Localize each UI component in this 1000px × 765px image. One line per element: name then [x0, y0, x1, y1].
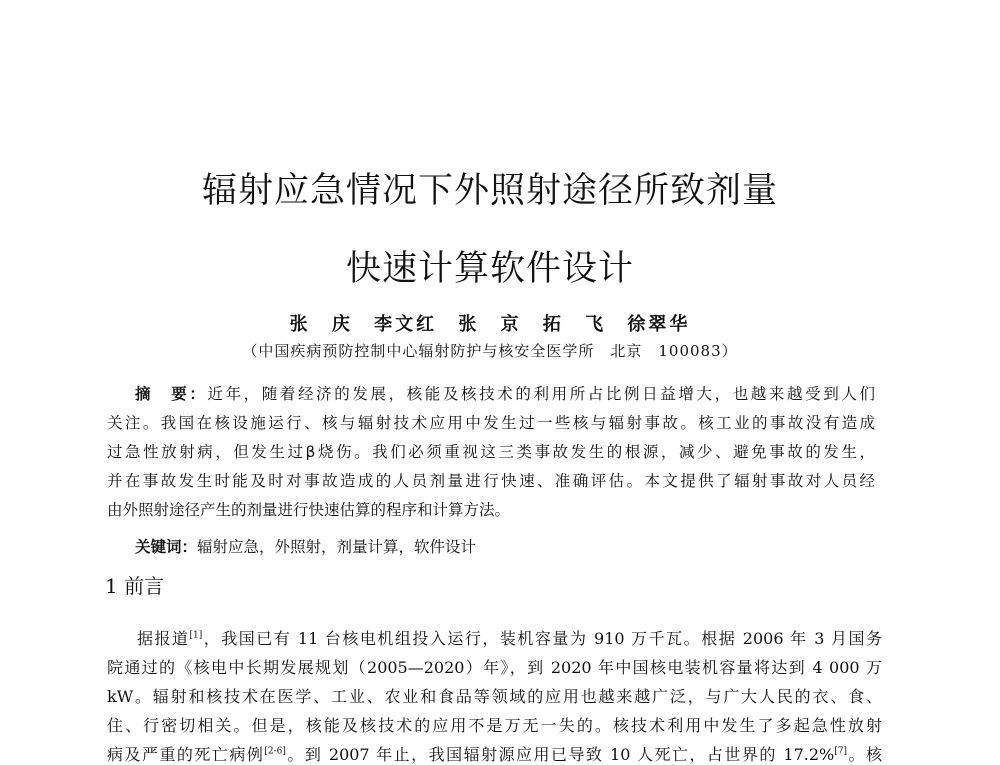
title-line-1: 辐射应急情况下外照射途径所致剂量 — [201, 171, 778, 211]
abstract-line: 并在事故发生时能及时对事故造成的人员剂量进行快速、准确评估。本文提供了辐射事故对人员经 — [107, 472, 875, 490]
body-line: 院通过的《核电中长期发展规划（2005—2020）年》，到 2020 年中国核电装机容量将达到 4 000 万 — [107, 658, 882, 677]
authors: 张 庆 李文红 张 京 拓 飞 徐翠华 — [289, 314, 691, 335]
body-line: 住、行密切相关。但是，核能及核技术的应用不是万无一失的。核技术利用中发生了多起急性放射 — [107, 716, 882, 735]
abstract-line: 摘 要：近年，随着经济的发展，核能及核技术的利用所占比例日益增大，也越来越受到人们 — [135, 385, 875, 403]
keywords: 关键词：辐射应急，外照射，剂量计算，软件设计 — [135, 538, 477, 556]
body-line: 据报道[1]，我国已有 11 台核电机组投入运行，装机容量为 910 万千瓦。根据 2006 年 3 月国务 — [137, 629, 882, 648]
abstract-line: 关注。我国在核设施运行、核与辐射技术应用中发生过一些核与辐射事故。核工业的事故没有造成 — [107, 414, 875, 432]
abstract-line: 由外照射途径产生的剂量进行快速估算的程序和计算方法。 — [107, 501, 511, 519]
citation: [7] — [834, 746, 847, 757]
affiliation: （中国疾病预防控制中心辐射防护与核安全医学所 北京 100083） — [242, 342, 738, 360]
abstract-line: 过急性放射病，但发生过β烧伤。我们必须重视这三类事故发生的根源，减少、避免事故的发生， — [107, 443, 875, 461]
abstract-label: 摘 要： — [135, 385, 208, 403]
title-line-2: 快速计算软件设计 — [345, 249, 634, 289]
section-heading: 1 前言 — [105, 574, 165, 598]
citation: [2-6] — [264, 746, 286, 757]
body-line: kW。辐射和核技术在医学、工业、农业和食品等领域的应用也越来越广泛，与广大人民的衣、食、 — [107, 687, 882, 706]
body-line: 病及严重的死亡病例[2-6]。到 2007 年止，我国辐射源应用已导致 10 人死亡，占世界的 17.2%[7]。核 — [107, 745, 882, 764]
keywords-label: 关键词： — [135, 538, 198, 556]
citation: [1] — [189, 630, 203, 641]
